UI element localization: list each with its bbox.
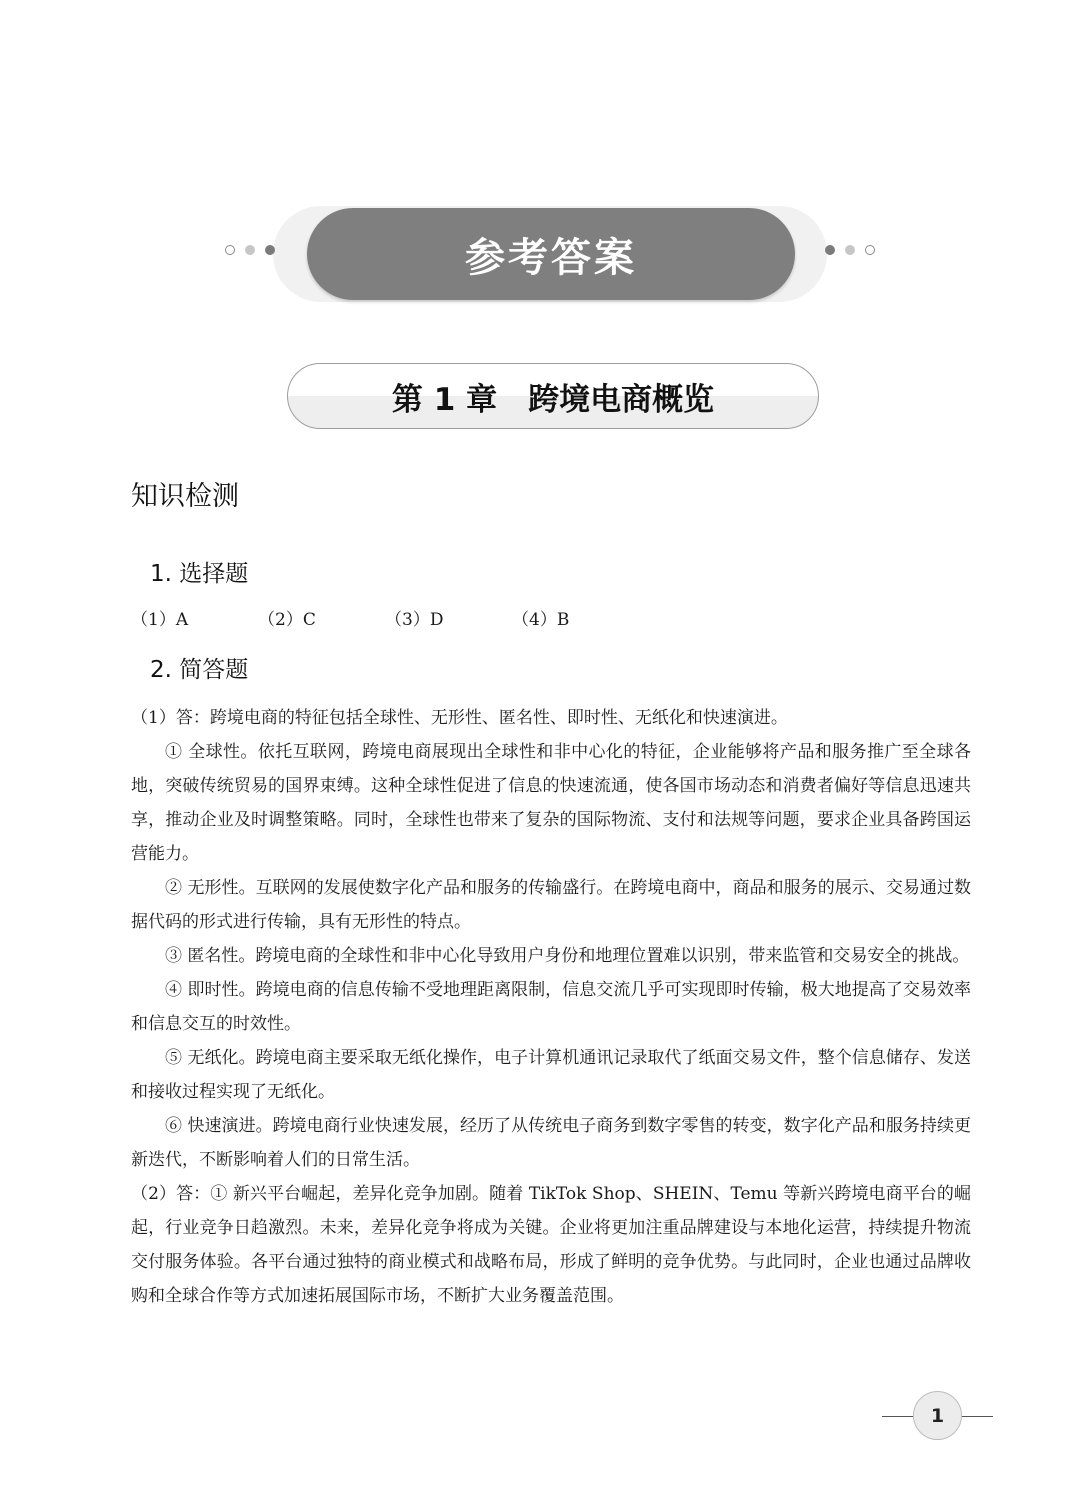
answer-paragraph: （1）答：跨境电商的特征包括全球性、无形性、匿名性、即时性、无纸化和快速演进。	[131, 708, 788, 728]
left-light-dot-icon	[245, 245, 255, 255]
page-number-right-rule	[962, 1416, 993, 1417]
page-number: 1	[913, 1391, 962, 1440]
short-answer-heading: 2. 简答题	[150, 657, 249, 683]
choice-answer: （1）A	[131, 610, 189, 630]
choice-heading: 1. 选择题	[150, 561, 249, 587]
chapter-title: 第 1 章 跨境电商概览	[391, 381, 715, 418]
choice-answer: （3）D	[385, 610, 444, 630]
answer-paragraph: ③ 匿名性。跨境电商的全球性和非中心化导致用户身份和地理位置难以识别，带来监管和交易安全的挑战。	[165, 946, 970, 966]
banner-pill	[307, 208, 795, 300]
banner-title: 参考答案	[465, 234, 637, 281]
right-hollow-dot-icon	[865, 245, 875, 255]
right-dark-dot-icon	[825, 245, 835, 255]
choice-answer: （2）C	[258, 610, 316, 630]
answer-paragraph: ④ 即时性。跨境电商的信息传输不受地理距离限制，信息交流几乎可实现即时传输，极大地提高了交易效率和信息交互的时效性。	[131, 980, 971, 1034]
page-number-left-rule	[882, 1416, 913, 1417]
answer-paragraph: ① 全球性。依托互联网，跨境电商展现出全球性和非中心化的特征，企业能够将产品和服务推广至全球各地，突破传统贸易的国界束缚。这种全球性促进了信息的快速流通，使各国市场动态和消费者偏好等信息迅速共享，推动企业及时调整策略。同时，全球性也带来了复杂的国际物流、支付和法规等问题，要求企业具备跨国运营能力。	[131, 742, 971, 864]
answer-paragraph: ⑥ 快速演进。跨境电商行业快速发展，经历了从传统电子商务到数字零售的转变，数字化产品和服务持续更新迭代，不断影响着人们的日常生活。	[131, 1116, 971, 1170]
short-answer-body	[131, 701, 971, 1313]
answer-paragraph: ② 无形性。互联网的发展使数字化产品和服务的传输盛行。在跨境电商中，商品和服务的展示、交易通过数据代码的形式进行传输，具有无形性的特点。	[131, 878, 971, 932]
choice-answer: （4）B	[512, 610, 570, 630]
section-title: 知识检测	[131, 481, 239, 512]
left-hollow-dot-icon	[225, 245, 235, 255]
answer-paragraph: （2）答：① 新兴平台崛起，差异化竞争加剧。随着 TikTok Shop、SHEIN、Temu 等新兴跨境电商平台的崛起，行业竞争日趋激烈。未来，差异化竞争将成为关键。企业将更加注重品牌建设与本地化运营，持续提升物流交付服务体验。各平台通过独特的商业模式和战略布局，形成了鲜明的竞争优势。与此同时，企业也通过品牌收购和全球合作等方式加速拓展国际市场，不断扩大业务覆盖范围。	[131, 1184, 971, 1306]
answer-paragraph: ⑤ 无纸化。跨境电商主要采取无纸化操作，电子计算机通讯记录取代了纸面交易文件，整个信息储存、发送和接收过程实现了无纸化。	[131, 1048, 971, 1102]
chapter-header	[287, 363, 819, 429]
left-dark-dot-icon	[265, 245, 275, 255]
right-light-dot-icon	[845, 245, 855, 255]
